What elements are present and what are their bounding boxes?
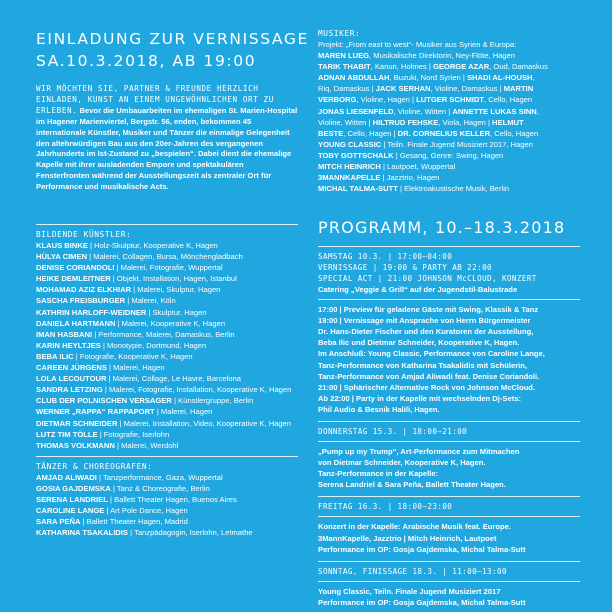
musician-name: TARIK THABIT	[318, 62, 371, 72]
list-item	[36, 418, 298, 429]
musicians-section	[318, 28, 580, 194]
person-name: KLAUS BINKE	[36, 241, 88, 250]
musician-info: | Gesang, Genre: Swing, Hagen	[393, 150, 504, 160]
program-line: Performance im OP: Gosja Gajdemska, Michal Talma-Sutt	[318, 597, 526, 607]
sunday-program	[318, 586, 580, 608]
person-name: HÜLYA CIMEN	[36, 252, 88, 262]
section-divider	[318, 581, 580, 582]
program-line: Phil Audio & Besnik Halili, Hagen.	[318, 404, 440, 414]
person-info: | Malerei, Installation, Video, Kooperative K, Hagen	[117, 418, 292, 428]
list-item	[36, 505, 298, 516]
list-item	[36, 351, 298, 362]
musicians-project: Projekt: „From east to west“- Musiker aus Syrien & Europa:	[318, 40, 517, 49]
list-item	[36, 362, 298, 373]
person-name: CLUB DER POLNISCHEN VERSAGER	[36, 396, 172, 406]
musician-info: , Violine, Damaskus |	[430, 84, 504, 94]
musician-info: Riq, Damaskus |	[318, 84, 376, 94]
intro-paragraph	[36, 84, 298, 193]
list-item	[36, 429, 298, 440]
program-section	[318, 242, 580, 608]
musician-info: | Teiln. Finale Jugend Musiziert 2017, Hagen	[381, 139, 533, 149]
person-name: KARIN HEYLTJES	[36, 340, 101, 350]
saturday-program	[318, 304, 580, 415]
person-name: HEIKE DEMLEITNER	[36, 274, 111, 284]
person-name: GOSIA GAJDEMSKA	[36, 483, 111, 493]
musician-name: JONAS LIESENFELD	[318, 106, 394, 116]
person-info: | Monotypie, Dortmund, Hagen	[100, 340, 207, 350]
program-line: Ab 22:00 | Party in der Kapelle mit wechselnden Dj-Sets:	[318, 393, 521, 403]
section-divider	[36, 224, 298, 225]
person-name: SARA PEÑA	[36, 517, 81, 527]
list-item	[36, 406, 298, 417]
list-item	[36, 373, 298, 384]
vernissage-date: SA.10.3.2018, AB 19:00	[36, 52, 257, 70]
saturday-heading: SAMSTAG 10.3. | 17:00–04:00	[318, 252, 453, 261]
intro-body: Bevor die Umbauarbeiten im ehemaligen St. Marien-Hospital im Hagener Marienviertel, Bergstr. 56, enden, bekommen 45 internationale Künstler, Musiker und Tänzer die einmalige Gelegenheit den altehrwürdigen Bau aus den 20er-Jahren des vergangenen Jahrhunderts im Ist-Zustand zu „bespielen“. Dabei dient die ehemalige Kapelle mit ihrer ausladenden Empore und spektakulären Fensterfronten während der Ausstellungszeit als zentraler Ort für Performance und musikalische Acts.	[36, 105, 298, 192]
person-info: | Malerei, Skulptur, Hagen	[131, 285, 221, 295]
program-line: von Dietmar Schneider, Kooperative K, Hagen.	[318, 458, 486, 468]
musician-info: , Viola, Hagen |	[438, 117, 493, 127]
program-line: Performance im OP: Gosja Gajdemska, Michal Talma-Sutt	[318, 544, 526, 554]
person-name: LUTZ TIM TÖLLE	[36, 429, 98, 439]
musician-info: , Cello, Hagen |	[343, 128, 398, 138]
person-info: | Ballett Theater Hagen, Madrid	[80, 517, 188, 527]
list-item	[36, 273, 298, 284]
dancers-heading: TÄNZER & CHOREOGRAFEN:	[36, 461, 153, 471]
section-divider	[318, 299, 580, 300]
thursday-heading: DONNERSTAG 15.3. | 18:00–21:00	[318, 427, 468, 437]
person-name: DANIELA HARTMANN	[36, 318, 116, 328]
person-info: | Objekt, Installation, Hagen, Istanbul	[110, 274, 237, 284]
person-info: | Malerei, Collagen, Bursa, Mönchengladbach	[87, 252, 243, 262]
section-divider	[318, 441, 580, 442]
person-info: | Tanzperformance, Gaza, Wuppertal	[96, 472, 223, 482]
program-line: Beba Ilic und Dietmar Schneider, Kooperative K, Hagen.	[318, 338, 520, 348]
list-item	[36, 483, 298, 494]
person-name: SANDRA LETZING	[36, 385, 103, 395]
list-item	[36, 240, 298, 251]
musician-name: DR. CORNELIUS KELLER	[397, 128, 491, 138]
musician-name: YOUNG CLASSIC	[318, 139, 382, 149]
musician-name: 3MANNKAPELLE	[318, 173, 381, 183]
musician-info: , Kanun, Holmes |	[370, 62, 433, 72]
musician-name: MITCH HEINRICH	[318, 162, 381, 172]
person-name: LOLA LECOUTOUR	[36, 374, 107, 384]
friday-heading: FREITAG 16.3. | 18:00–23:00	[318, 502, 453, 512]
list-item	[318, 183, 580, 194]
program-line: Serena Landriel & Sara Peña, Ballett Theater Hagen.	[318, 480, 506, 490]
musician-name: MAREN LUEG	[318, 51, 370, 61]
list-item	[36, 527, 298, 538]
program-line: 19:00 | Vernissage mit Ansprache von Herrn Bürgermeister	[318, 316, 531, 326]
person-info: | Künstlergruppe, Berlin	[171, 396, 254, 406]
program-line: Tanz-Performance von Amjad Aliwadi feat. Denise Coriandoli.	[318, 371, 540, 381]
musician-name: GEORGE AZAR	[432, 62, 490, 72]
musician-info: | Lautpoet, Wuppertal	[380, 162, 456, 172]
program-line: 17:00 | Preview für geladene Gäste mit Swing, Klassik & Tanz	[318, 305, 539, 315]
section-divider	[318, 561, 580, 562]
person-name: THOMAS VOLKMANN	[36, 440, 115, 450]
list-item	[318, 150, 580, 161]
musician-info: , Cello, Hagen	[484, 95, 533, 105]
list-item	[36, 307, 298, 318]
list-item	[36, 340, 298, 351]
list-item	[36, 318, 298, 329]
list-item	[36, 472, 298, 483]
program-line: 21:00 | Sphärischer Alternative Rock von Johnson McCloud.	[318, 382, 536, 392]
musician-info: , Violine, Hagen |	[356, 95, 417, 105]
list-item	[318, 94, 580, 105]
list-item	[36, 516, 298, 527]
program-line: Im Anschluß: Young Classic, Performance von Caroline Lange,	[318, 349, 545, 359]
program-line: Tanz-Performance von Katharina Tsakalidis mit Schülerin,	[318, 360, 528, 370]
person-name: DIETMAR SCHNEIDER	[36, 418, 118, 428]
list-item	[318, 172, 580, 183]
list-item	[36, 384, 298, 395]
list-item	[36, 251, 298, 262]
musician-name: TOBY GOTTSCHALK	[318, 150, 394, 160]
person-info: | Fotografie, Iserlohn	[97, 429, 170, 439]
person-info: | Malerei, Hagen	[154, 407, 213, 417]
musician-name: SHADI AL-HOUSH	[466, 73, 533, 83]
invitation-title: EINLADUNG ZUR VERNISSAGE	[36, 30, 309, 48]
list-item	[36, 284, 298, 295]
person-info: | Art Pole Dance, Hagen	[104, 506, 188, 516]
special-act-line: SPECIAL ACT | 21:00 JOHNSON McCLOUD, KONZERT	[318, 274, 537, 283]
person-info: | Malerei, Köln	[125, 296, 176, 306]
musician-info: , Buzuki, Nord Syrien |	[389, 73, 467, 83]
program-line: Young Classic, Teiln. Finale Jugend Musiziert 2017	[318, 586, 501, 596]
musician-info: ,	[532, 73, 535, 83]
person-name: CAROLINE LANGE	[36, 506, 105, 516]
dancers-list	[36, 472, 298, 539]
musician-name: HILTRUD FEHSKE	[372, 117, 439, 127]
intro-caps: WIR MÖCHTEN SIE, PARTNER & FREUNDE HERZLICH EINLADEN, KUNST AN EINEM UNGEWÖHNLICHEN ORT ZU ERLEBEN.	[36, 84, 274, 115]
musician-info: | Elektroakustische Musik, Berlin	[397, 184, 510, 194]
person-info: | Holz-Skulptur, Kooperative K, Hagen	[87, 241, 218, 250]
sunday-heading: SONNTAG, FINISSAGE 18.3. | 11:00–13:00	[318, 566, 507, 576]
catering-line: Catering „Veggie & Grill“ auf der Jugendstil-Balustrade	[318, 285, 518, 294]
section-divider	[318, 496, 580, 497]
person-name: SERENA LANDRIEL	[36, 494, 108, 504]
list-item	[36, 262, 298, 273]
person-info: | Tanzpädagogin, Iserlohn, Letmathe	[127, 528, 253, 538]
list-item	[318, 128, 580, 139]
program-line: 3MannKapelle, Jazztrio | Mitch Heinrich, Lautpoet	[318, 533, 497, 543]
list-item	[36, 295, 298, 306]
person-info: | Malerei, Kooperative K, Hagen	[115, 318, 226, 328]
artists-list	[36, 240, 298, 451]
list-item	[318, 72, 580, 83]
musician-name: JACK SERHAN	[375, 84, 431, 94]
person-name: BEBA ILIC	[36, 351, 74, 361]
person-info: | Ballett Theater Hagen, Buenos Aires	[107, 494, 237, 504]
artists-section	[36, 220, 298, 538]
musician-info: | Jazztrio, Hagen	[380, 173, 440, 183]
list-item	[318, 139, 580, 150]
musician-info: ,	[536, 106, 539, 116]
list-item	[318, 106, 580, 117]
person-name: DENISE CORIANDOLI	[36, 263, 115, 273]
person-info: | Tanz & Choreografie, Berlin	[110, 483, 210, 493]
vernissage-line: VERNISSAGE | 19:00 & PARTY AB 22:00	[318, 263, 493, 272]
musician-name: BESTE	[318, 128, 344, 138]
person-info: | Fotografie, Kooperative K, Hagen	[73, 351, 193, 361]
musician-info: , Musikalische Direktorin, Ney-Flöte, Hagen	[369, 51, 516, 61]
person-info: | Performance, Malerei, Damaskus, Berlin	[92, 329, 235, 339]
section-divider	[318, 516, 580, 517]
list-item	[318, 83, 580, 94]
section-divider	[318, 246, 580, 247]
musician-info: , Violine, Witten |	[393, 106, 453, 116]
program-line: Dr. Hans-Dieter Fischer und den Kuratoren der Ausstellung,	[318, 327, 534, 337]
list-item	[318, 117, 580, 128]
section-divider	[36, 456, 298, 457]
list-item	[318, 61, 580, 72]
list-item	[318, 161, 580, 172]
person-name: MOHAMAD AZIZ ELKHIAR	[36, 285, 132, 295]
person-name: IMAN HASBANI	[36, 329, 93, 339]
musician-info: Violine, Witten |	[318, 117, 373, 127]
musician-name: VERBORG	[318, 95, 357, 105]
musician-name: LUTGER SCHMIDT	[416, 95, 484, 105]
program-line: Konzert in der Kapelle: Arabische Musik feat. Europe.	[318, 522, 511, 532]
person-name: WERNER „RAPPA“ RAPPAPORT	[36, 407, 155, 417]
person-name: SASCHA FREISBURGER	[36, 296, 126, 306]
person-info: | Malerei, Fotografie, Installation, Kooperative K, Hagen	[102, 385, 292, 395]
program-title: PROGRAMM, 10.–18.3.2018	[318, 218, 566, 237]
list-item	[36, 329, 298, 340]
person-info: | Malerei, Hagen	[106, 363, 165, 373]
musicians-heading: MUSIKER:	[318, 29, 361, 38]
program-line: Tanz-Performance in der Kapelle:	[318, 469, 439, 479]
section-divider	[318, 421, 580, 422]
person-info: | Malerei, Werdohl	[114, 440, 179, 450]
list-item	[36, 494, 298, 505]
person-name: KATHRIN HARLOFF-WEIDNER	[36, 307, 147, 317]
musicians-list	[318, 50, 580, 194]
artists-heading: BILDENDE KÜNSTLER:	[36, 230, 132, 239]
list-item	[36, 395, 298, 406]
musician-info: , Cello, Hagen	[490, 128, 539, 138]
person-info: | Skulptur, Hagen	[146, 307, 207, 317]
musician-info: , Oud, Damaskus	[489, 62, 548, 72]
program-line: „Pump up my Trump“, Art-Performance zum Mitmachen	[318, 447, 520, 457]
list-item	[36, 440, 298, 451]
musician-name: MICHAL TALMA-SUTT	[318, 184, 398, 194]
musician-name: HELMUT	[492, 117, 524, 127]
musician-name: MARTIN	[503, 84, 534, 94]
person-info: | Malerei, Collage, Le Havre, Barcelona	[106, 374, 241, 384]
musician-name: ANNETTE LUKAS SINN	[452, 106, 537, 116]
person-name: AMJAD ALIWADI	[36, 472, 97, 482]
list-item	[318, 50, 580, 61]
thursday-program	[318, 446, 580, 490]
person-name: CAREEN JÜRGENS	[36, 363, 107, 373]
person-name: KATHARINA TSAKALIDIS	[36, 528, 128, 538]
person-info: | Malerei, Fotografie, Wuppertal	[114, 263, 223, 273]
friday-program	[318, 521, 580, 554]
musician-name: ADNAN ABDULLAH	[318, 73, 390, 83]
